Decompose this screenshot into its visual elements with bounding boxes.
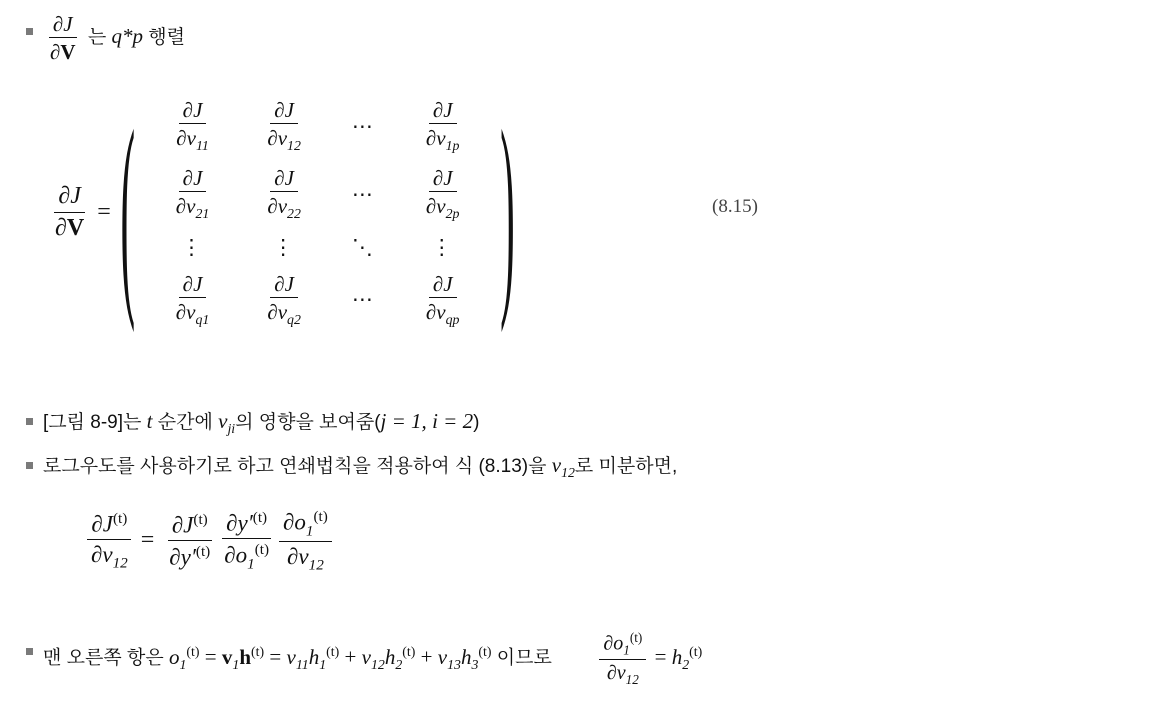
because-text: 이므로 [496, 647, 552, 669]
result-fraction: $\frac{\partial o_1^{(t)}}{\partial v_{12}}$ [599, 630, 646, 687]
matrix-cell: ⋮ [272, 234, 296, 259]
inline-fraction-dJ-dV [46, 12, 80, 64]
matrix-grid [147, 92, 489, 334]
chain-factor-3: $\frac{\partial o_1^{(t)}}{\partial v_{12}}$ [279, 508, 332, 574]
matrix-cell: ⋮ [431, 234, 455, 259]
right-paren: ) [500, 85, 515, 336]
bullet-jacobian-shape-text [43, 12, 185, 64]
matrix-cell: $\frac{\partial J}{\partial v_{1p}}$ [425, 98, 460, 154]
plus-2: + [420, 644, 433, 669]
v12-symbol: $v_{12}$ [551, 453, 575, 481]
term-2: $v_{12}h_2^{(t)}$ [361, 643, 416, 672]
equals-2: = [269, 644, 282, 669]
matrix-row [147, 92, 489, 160]
time-variable: t [146, 409, 153, 433]
j-equals: j = 1, [380, 409, 427, 433]
chain-equals: = [140, 527, 155, 554]
bullet-figure-reference [26, 406, 479, 440]
figure-label: [그림 8-9]는 [43, 412, 142, 433]
lhs-fraction [51, 183, 88, 242]
matrix-cell: ⋯ [351, 113, 375, 138]
chain-factor-1: $\frac{\partial J^{(t)}}{\partial y'^{(t)}}$ [169, 510, 211, 570]
bullet-square-icon [26, 648, 33, 655]
result-h2-t: $h_2^{(t)}$ [671, 643, 703, 672]
equals-sign: = [97, 199, 111, 226]
noun-text: 행렬 [148, 27, 185, 49]
equals-1: = [204, 644, 217, 669]
matrix-row [147, 229, 489, 266]
matrix-cell: $\frac{\partial J}{\partial v_{q2}}$ [267, 271, 301, 327]
chain-lhs-den: $\partial v_{12}$ [91, 541, 128, 572]
bullet-log-likelihood-chain [26, 450, 677, 484]
matrix-cell: $\frac{\partial J}{\partial v_{11}}$ [176, 98, 209, 154]
result-equals: = [654, 644, 667, 669]
chain-lhs-num: $\partial J^{(t)}$ [87, 510, 131, 540]
lhs-numerator: ∂J [54, 183, 85, 213]
particle-text: 는 [87, 27, 107, 49]
bullet-figure-reference-text [43, 406, 479, 440]
equation-number-815: (8.15) [712, 196, 758, 217]
tail-text: 로 미분하면, [574, 456, 678, 477]
matrix-cell: $\frac{\partial J}{\partial v_{22}}$ [267, 166, 301, 222]
matrix-cell: ⋯ [351, 181, 375, 206]
fraction-numerator: ∂J [49, 12, 77, 38]
bullet-rightmost-term [26, 630, 1136, 687]
left-paren: ( [120, 85, 136, 336]
bullet-square-icon [26, 462, 33, 469]
bullet-jacobian-shape [26, 12, 185, 64]
matrix-equation [48, 85, 516, 336]
lead-text: 로그우도를 사용하기로 하고 연쇄법칙을 적용하여 식 (8.13)을 [43, 456, 547, 477]
bullet-square-icon [26, 418, 33, 425]
v1-h-t-symbol: $v_1h^{(t)}$ [221, 643, 265, 672]
bullet-rightmost-term-text [43, 630, 702, 687]
lead-text: 맨 오른쪽 항은 [43, 647, 164, 669]
lhs-denominator: ∂V [55, 214, 85, 241]
matrix-row [147, 160, 489, 228]
dims-text: q*p [111, 24, 143, 49]
i-equals: i = 2 [432, 409, 474, 433]
matrix-lhs [48, 183, 119, 242]
matrix-cell: $\frac{\partial J}{\partial v_{q1}}$ [175, 271, 210, 327]
matrix-cell: ⋯ [351, 287, 375, 312]
chain-factor-2: $\frac{\partial y'^{(t)}}{\partial o_1^{(t)}}$ [220, 509, 273, 573]
matrix-cell: $\frac{\partial J}{\partial v_{21}}$ [175, 166, 210, 222]
chain-rule-equation [84, 508, 335, 574]
matrix-cell: ⋮ [181, 234, 205, 259]
matrix-cell: $\frac{\partial J}{\partial v_{2p}}$ [425, 166, 460, 222]
bullet-square-icon [26, 28, 33, 35]
v-ji-symbol: $v_{ji}$ [218, 409, 236, 437]
chain-lhs-fraction [87, 510, 132, 572]
bullet-log-likelihood-text [43, 450, 677, 484]
plus-1: + [344, 644, 357, 669]
term-3: $v_{13}h_3^{(t)}$ [437, 643, 492, 672]
fraction-denominator: ∂V [50, 40, 76, 65]
mid-text: 순간에 [157, 412, 213, 433]
matrix-cell: $\frac{\partial J}{\partial v_{12}}$ [267, 98, 301, 154]
tail-text: 의 영향을 보여줌( [235, 412, 381, 433]
matrix-cell: ⋱ [351, 234, 375, 259]
term-1: $v_{11}h_1^{(t)}$ [286, 643, 340, 672]
close-paren-text: ) [473, 412, 480, 433]
matrix-row [147, 266, 489, 334]
matrix-cell: $\frac{\partial J}{\partial v_{qp}}$ [425, 271, 460, 327]
o1-t-symbol: $o_1^{(t)}$ [168, 643, 200, 672]
